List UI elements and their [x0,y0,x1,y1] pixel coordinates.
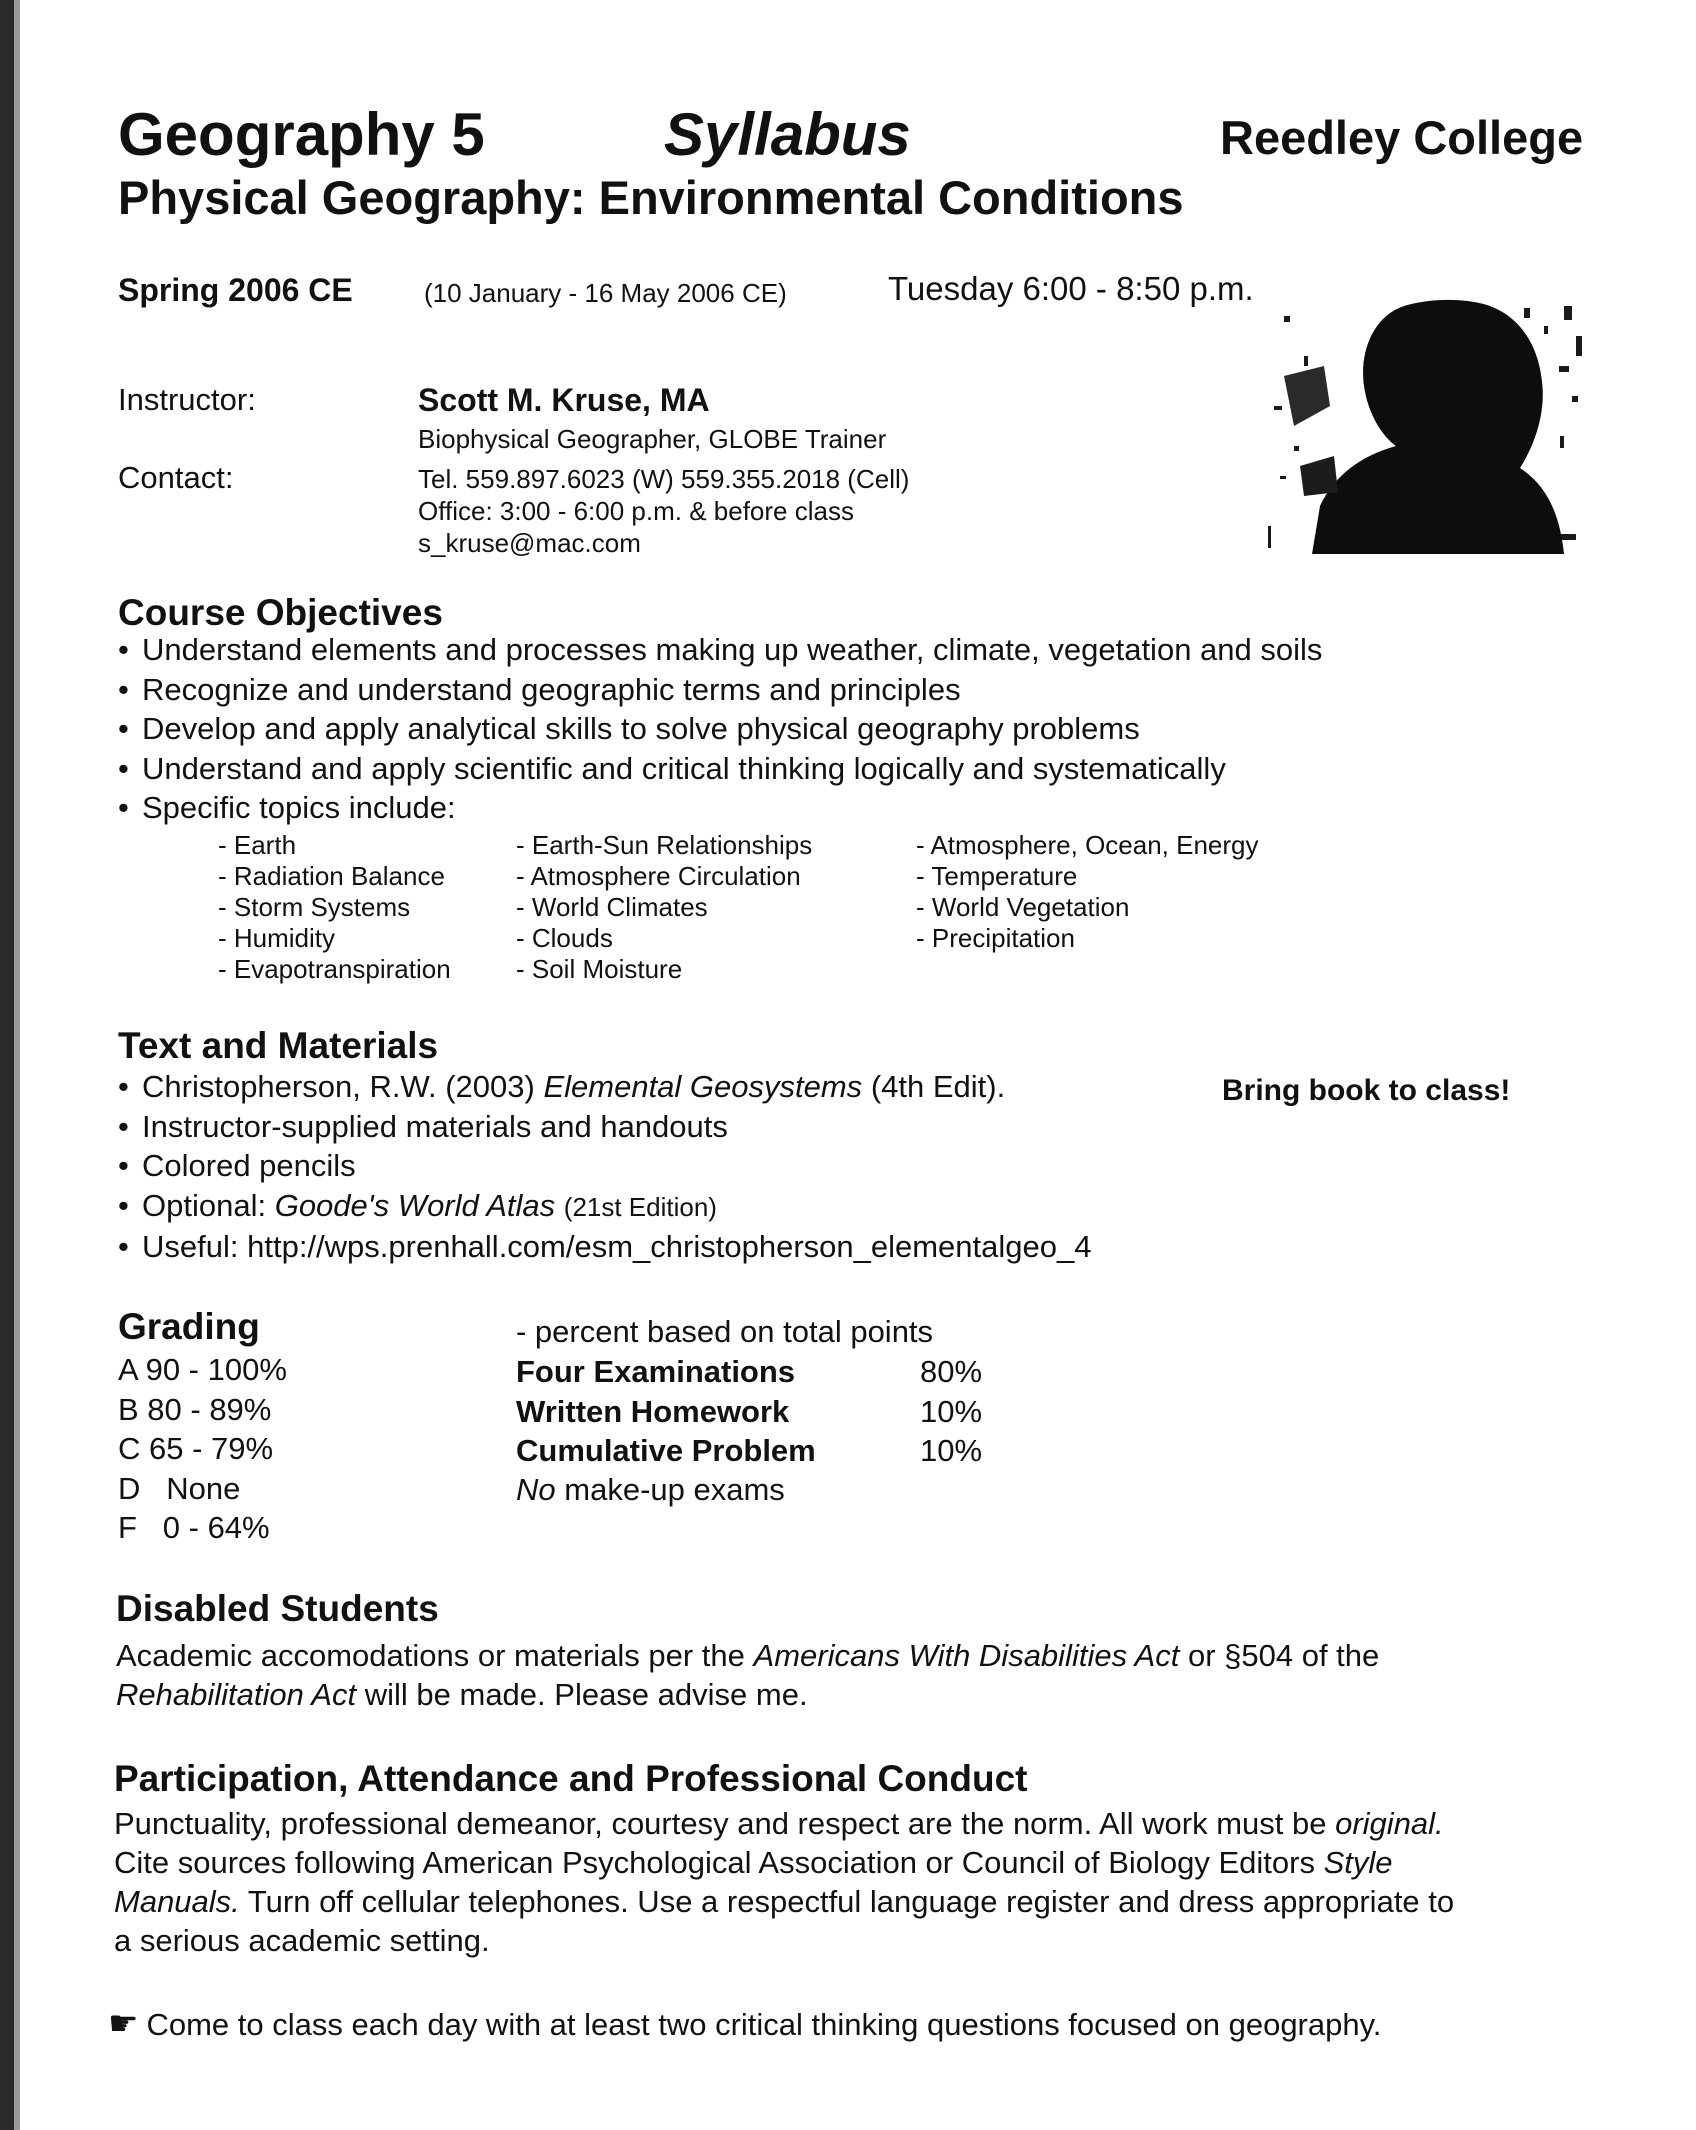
text-run: Manuals. [114,1884,240,1919]
grade-item: C 65 - 79% [118,1431,274,1466]
topic-item: - Humidity [218,923,336,953]
conduct-line-4: a serious academic setting. [114,1923,490,1958]
text-run: Punctuality, professional demeanor, courtesy and respect are the norm. All work must be [114,1806,1327,1841]
material-item-url [118,1227,1091,1267]
atlas-title: Goode's World Atlas [274,1187,556,1223]
topics-column-3 [916,830,1259,954]
disabled-line-1 [116,1636,1379,1675]
grade-item: B 80 - 89% [118,1391,272,1427]
material-item: • Instructor-supplied materials and handouts [118,1107,1091,1147]
closing-note [108,2004,1381,2044]
objective-item: • Specific topics include: [118,788,1322,828]
objectives-heading: Course Objectives [118,592,443,633]
rehab-reference: Rehabilitation Act [116,1677,357,1712]
weight-percent: 10% [920,1394,983,1429]
topic-item: - Storm Systems [218,892,411,922]
useful-label: Useful: [142,1229,239,1264]
textbook-author: Christopherson, R.W. (2003) [142,1069,535,1104]
office-hours: Office: 3:00 - 6:00 p.m. & before class [418,496,854,526]
grade-scale [118,1350,287,1548]
weight-name: Four Examinations [516,1354,796,1389]
material-item-atlas [118,1186,1091,1228]
disabled-heading: Disabled Students [116,1588,439,1629]
topics-column-1 [218,830,451,985]
conduct-line-1 [114,1804,1454,1843]
weight-name: Cumulative Problem [516,1433,816,1468]
topic-item: - Radiation Balance [218,861,445,891]
text-run: or §504 of the [1187,1638,1380,1673]
topic-item: - Earth [218,830,297,860]
course-subtitle: Physical Geography: Environmental Conditions [118,171,1184,224]
bring-book-note: Bring book to class! [1222,1074,1511,1107]
topic-item: - Soil Moisture [516,954,683,984]
makeup-policy [516,1472,785,1508]
instructor-photo [1264,296,1587,554]
closing-text: Come to class each day with at least two critical thinking questions focused on geography. [146,2007,1382,2042]
document-type: Syllabus [664,101,911,168]
makeup-no: No [516,1472,556,1507]
objectives-list [118,630,1322,828]
disabled-line-2 [116,1675,1379,1714]
topic-item: - Temperature [916,861,1078,891]
scan-edge-shadow [14,0,20,2130]
topic-item: - Clouds [516,923,613,953]
text-run: will be made. Please advise me. [364,1677,808,1712]
text-run: Turn off cellular telephones. Use a respectful language register and dress appropriate to [247,1884,1455,1919]
instructor-label: Instructor: [118,382,256,417]
disabled-paragraph [116,1636,1379,1714]
text-run: original. [1335,1806,1444,1841]
course-code: Geography 5 [118,101,485,168]
material-item-textbook [118,1067,1091,1107]
materials-list [118,1067,1091,1267]
conduct-heading: Participation, Attendance and Professional Conduct [114,1758,1028,1799]
textbook-title: Elemental Geosystems [543,1069,863,1104]
topics-column-2 [516,830,812,985]
topic-item: - World Vegetation [916,892,1130,922]
useful-url: http://wps.prenhall.com/esm_christopherson_elementalgeo_4 [247,1229,1092,1264]
topic-item: - Atmosphere, Ocean, Energy [916,830,1259,860]
grade-item: D None [118,1470,241,1506]
weight-name: Written Homework [516,1394,790,1429]
grading-note: - percent based on total points [516,1314,934,1349]
makeup-text: make-up exams [564,1472,785,1507]
topic-item: - World Climates [516,892,708,922]
topic-item: - Evapotranspiration [218,954,451,984]
college-name: Reedley College [1220,111,1584,164]
material-item: • Colored pencils [118,1146,1091,1186]
objective-item: • Recognize and understand geographic terms and principles [118,670,1322,710]
term-dates: (10 January - 16 May 2006 CE) [424,278,787,308]
objective-item: • Develop and apply analytical skills to solve physical geography problems [118,709,1322,749]
materials-heading: Text and Materials [118,1025,439,1066]
conduct-line-2 [114,1843,1454,1882]
objective-item: • Understand and apply scientific and critical thinking logically and systematically [118,749,1322,789]
pointing-hand-icon: ☛ [108,2005,139,2043]
contact-email: s_kruse@mac.com [418,528,641,558]
weight-percent: 10% [920,1433,983,1468]
ada-reference: Americans With Disabilities Act [753,1638,1180,1673]
topic-item: - Earth-Sun Relationships [516,830,813,860]
grade-item: A 90 - 100% [118,1352,287,1387]
conduct-line-3 [114,1882,1454,1921]
text-run: Academic accomodations or materials per the [116,1638,745,1673]
class-time: Tuesday 6:00 - 8:50 p.m. [888,270,1254,307]
text-run: Style [1323,1845,1393,1880]
grading-heading: Grading [118,1306,260,1347]
contact-phone: Tel. 559.897.6023 (W) 559.355.2018 (Cell) [418,464,910,494]
optional-label: Optional: [142,1187,267,1223]
conduct-paragraph [114,1804,1454,1960]
grade-item: F 0 - 64% [118,1510,270,1545]
atlas-edition: (21st Edition) [563,1191,717,1222]
scan-edge [0,0,14,2130]
textbook-edition: (4th Edit). [870,1069,1006,1104]
contact-label: Contact: [118,460,234,495]
weight-percent: 80% [920,1354,983,1389]
instructor-title: Biophysical Geographer, GLOBE Trainer [418,424,887,454]
topic-item: - Atmosphere Circulation [516,861,801,891]
term: Spring 2006 CE [118,272,353,308]
objective-item: • Understand elements and processes making up weather, climate, vegetation and soils [118,630,1322,670]
instructor-name: Scott M. Kruse, MA [418,382,710,418]
topic-item: - Precipitation [916,923,1075,953]
text-run: Cite sources following American Psychological Association or Council of Biology Editors [114,1845,1315,1880]
